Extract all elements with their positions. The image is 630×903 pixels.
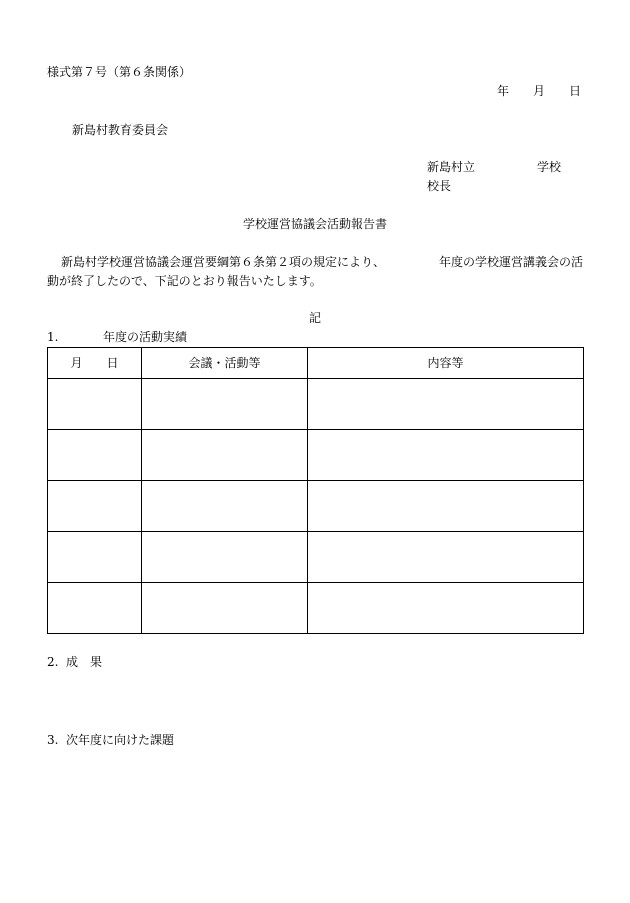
table-row [48, 532, 584, 583]
sender-principal: 校長 [427, 179, 452, 193]
section-3-label: 次年度に向けた課題 [66, 733, 175, 747]
cell-date [48, 532, 142, 583]
header-content: 内容等 [308, 348, 584, 379]
cell-content [308, 430, 584, 481]
sender-school-suffix: 学校 [537, 160, 562, 174]
header-activity: 会議・活動等 [142, 348, 308, 379]
cell-content [308, 481, 584, 532]
ki-heading: 記 [308, 311, 321, 325]
body-line2: 動が終了したので、下記のとおり報告いたします。 [47, 274, 322, 288]
cell-content [308, 379, 584, 430]
cell-activity [142, 430, 308, 481]
table-header-row [48, 348, 584, 379]
addressee: 新島村教育委員会 [72, 123, 169, 137]
cell-activity [142, 583, 308, 634]
cell-date [48, 430, 142, 481]
cell-date [48, 583, 142, 634]
cell-date [48, 481, 142, 532]
table-body [48, 379, 584, 634]
cell-content [308, 532, 584, 583]
date-line: 年 月 日 [497, 84, 582, 98]
section-2-label: 成 果 [66, 655, 103, 669]
document-title: 学校運営協議会活動報告書 [242, 217, 387, 231]
header-date: 月 日 [48, 348, 142, 379]
body-line1-part2: 年度の学校運営講義会の活 [438, 255, 583, 269]
section-3-number: 3. [47, 733, 59, 747]
table-row [48, 481, 584, 532]
section-1-label: 年度の活動実績 [103, 330, 188, 344]
section-1-number: 1. [47, 330, 59, 344]
table-row [48, 583, 584, 634]
sender-school-prefix: 新島村立 [427, 160, 476, 174]
cell-activity [142, 532, 308, 583]
activity-table [47, 347, 584, 634]
form-number: 様式第７号（第６条関係） [47, 65, 192, 79]
cell-activity [142, 481, 308, 532]
cell-content [308, 583, 584, 634]
table-row [48, 430, 584, 481]
section-2-number: 2. [47, 655, 59, 669]
table-row [48, 379, 584, 430]
cell-date [48, 379, 142, 430]
body-line1-part1: 新島村学校運営協議会運営要綱第６条第２項の規定により、 [61, 255, 386, 269]
cell-activity [142, 379, 308, 430]
